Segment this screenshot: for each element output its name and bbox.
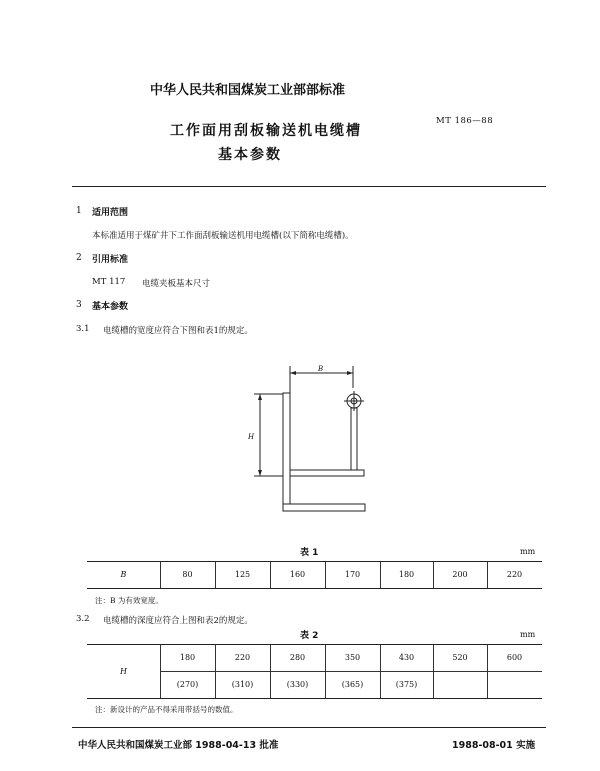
section-2-number: 2 (76, 253, 82, 263)
table-1-note: 注：B 为有效宽度。 (95, 596, 163, 605)
table-cell: 170 (344, 570, 361, 579)
section-3-2-number: 3.2 (76, 614, 90, 624)
trough-floor (290, 470, 364, 476)
table-cell: 160 (289, 570, 306, 579)
table-2-caption: 表 2 (300, 631, 319, 641)
doc-title: 工作面用刮板输送机电缆槽 (170, 123, 362, 139)
table-cell: 180 (179, 653, 196, 662)
standard-code: MT 186—88 (436, 116, 494, 126)
table-cell: 220 (234, 653, 251, 662)
footer-rule (72, 727, 546, 728)
section-1-number: 1 (76, 206, 82, 216)
implementation-date: 1988-08-01 实施 (452, 740, 536, 751)
table-cell: 520 (452, 653, 468, 662)
dimension-label-h: H (248, 433, 255, 441)
dimension-label-b: B (318, 365, 324, 373)
approval-date: 中华人民共和国煤炭工业部 1988-04-13 批准 (78, 740, 279, 751)
section-1-text: 本标准适用于煤矿井下工作面刮板输送机用电缆槽(以下简称电缆槽)。 (92, 231, 354, 241)
doc-subtitle: 基本参数 (218, 147, 282, 163)
table-cell: 350 (344, 653, 361, 662)
table-2-note: 注：新设计的产品不得采用带括号的数值。 (95, 705, 238, 714)
table-cell: 430 (398, 653, 415, 662)
table-cell: (375) (395, 680, 418, 689)
table-2-header: H (120, 667, 127, 676)
table-1-header: B (120, 570, 127, 579)
table-cell: 220 (506, 570, 523, 579)
table-1-unit: mm (520, 547, 536, 556)
table-cell: (310) (231, 680, 254, 689)
table-cell: 280 (289, 653, 306, 662)
table-cell: 125 (234, 570, 251, 579)
table-cell: (365) (341, 680, 364, 689)
table-cell: 200 (452, 570, 468, 579)
section-2-title: 引用标准 (92, 255, 129, 265)
cable-trough-diagram (240, 360, 380, 520)
reference-code: MT 117 (92, 277, 126, 287)
agency-title: 中华人民共和国煤炭工业部部标准 (150, 83, 346, 98)
reference-title: 电缆夹板基本尺寸 (142, 279, 211, 289)
section-3-2-text: 电缆槽的深度应符合上图和表2的规定。 (103, 616, 253, 626)
table-cell: 80 (182, 570, 193, 579)
header-rule (72, 186, 546, 187)
table-cell: (270) (176, 680, 199, 689)
table-1-caption: 表 1 (300, 548, 319, 558)
table-cell: 600 (506, 653, 523, 662)
section-3-1-number: 3.1 (76, 324, 90, 334)
table-cell: (330) (286, 680, 309, 689)
section-3-1-text: 电缆槽的宽度应符合下图和表1的规定。 (103, 326, 253, 336)
table-cell: 180 (398, 570, 415, 579)
trough-bottom-flange (283, 504, 365, 511)
section-3-title: 基本参数 (92, 302, 129, 312)
trough-back-wall (283, 393, 290, 511)
trough-front-wall (351, 408, 357, 470)
section-1-title: 适用范围 (92, 208, 129, 218)
table-2-unit: mm (520, 630, 536, 639)
section-3-number: 3 (76, 300, 82, 310)
